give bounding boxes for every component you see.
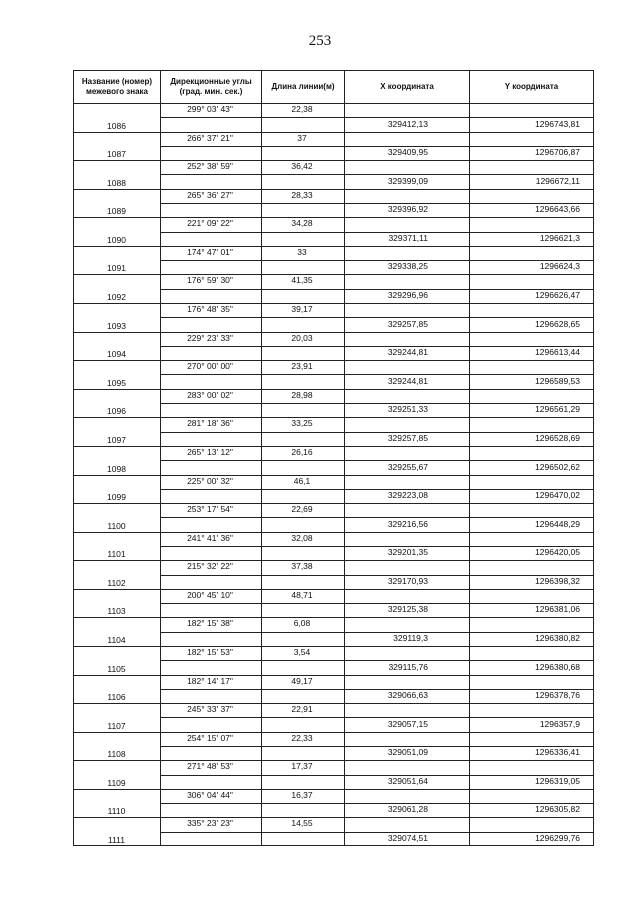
line-length: 28,33: [291, 190, 313, 200]
y-coordinate: 1296528,69: [535, 433, 580, 443]
direction-angle: 271° 48' 53": [187, 761, 233, 771]
header-length: Длина линии(м): [271, 81, 335, 91]
line-length: 49,17: [291, 676, 313, 686]
x-coordinate: 329051,09: [387, 747, 428, 757]
line-length: 39,17: [291, 304, 313, 314]
point-name: 1106: [107, 692, 126, 702]
line-length: 37: [297, 133, 307, 143]
x-coordinate: 329119,3: [393, 633, 428, 643]
line-length: 48,71: [291, 590, 313, 600]
x-coordinate: 329223,08: [387, 490, 428, 500]
x-coordinate: 329051,64: [387, 776, 428, 786]
row-border: [160, 660, 594, 661]
direction-angle: 245° 33' 37": [187, 704, 233, 714]
line-length: 46,1: [293, 476, 311, 486]
y-coordinate: 1296299,76: [535, 833, 580, 843]
y-coordinate: 1296561,29: [535, 404, 580, 414]
point-name: 1089: [107, 206, 126, 216]
row-border: [160, 460, 594, 461]
point-name: 1099: [107, 492, 126, 502]
line-length: 41,35: [291, 275, 313, 285]
x-coordinate: 329338,25: [387, 261, 428, 271]
x-coordinate: 329409,95: [387, 147, 428, 157]
line-length: 23,91: [291, 361, 313, 371]
point-name: 1102: [107, 578, 126, 588]
column-border: [469, 70, 470, 846]
direction-angle: 229° 23' 33": [187, 333, 233, 343]
point-name: 1093: [107, 321, 126, 331]
line-length: 37,38: [291, 561, 313, 571]
point-name: 1086: [107, 121, 126, 131]
direction-angle: 335° 23' 23": [187, 818, 233, 828]
direction-angle: 182° 15' 53": [187, 647, 233, 657]
line-length: 26,16: [291, 447, 313, 457]
y-coordinate: 1296624,3: [539, 261, 580, 271]
y-coordinate: 1296743,81: [535, 119, 580, 129]
header-angle: Дирекционные углы (град. мин. сек.): [170, 76, 252, 96]
point-name: 1097: [107, 435, 126, 445]
x-coordinate: 329257,85: [387, 433, 428, 443]
line-length: 20,03: [291, 333, 313, 343]
line-length: 14,55: [291, 818, 313, 828]
line-length: 3,54: [293, 647, 311, 657]
x-coordinate: 329396,92: [387, 204, 428, 214]
line-length: 34,28: [291, 218, 313, 228]
point-name: 1088: [107, 178, 126, 188]
point-name: 1091: [107, 263, 126, 273]
line-length: 33: [297, 247, 307, 257]
header-name: Название (номер) межевого знака: [81, 76, 153, 96]
direction-angle: 182° 15' 38": [187, 618, 233, 628]
direction-angle: 283° 00' 02": [187, 390, 233, 400]
x-coordinate: 329412,13: [387, 119, 428, 129]
line-length: 22,38: [291, 104, 313, 114]
x-coordinate: 329201,35: [387, 547, 428, 557]
point-name: 1096: [107, 406, 126, 416]
line-length: 33,25: [291, 418, 313, 428]
row-border: [160, 317, 594, 318]
point-name: 1098: [107, 464, 126, 474]
y-coordinate: 1296357,9: [539, 719, 580, 729]
direction-angle: 254° 15' 07": [187, 733, 233, 743]
x-coordinate: 329371,11: [388, 233, 428, 243]
point-name: 1101: [107, 549, 126, 559]
direction-angle: 200° 45' 10": [187, 590, 233, 600]
point-name: 1100: [107, 521, 126, 531]
x-coordinate: 329255,67: [387, 462, 428, 472]
coordinates-table: [73, 70, 594, 846]
direction-angle: 176° 59' 30": [187, 275, 233, 285]
y-coordinate: 1296448,29: [535, 519, 580, 529]
x-coordinate: 329061,28: [387, 804, 428, 814]
direction-angle: 265° 36' 27": [187, 190, 233, 200]
y-coordinate: 1296305,82: [535, 804, 580, 814]
y-coordinate: 1296381,06: [535, 604, 580, 614]
row-border: [73, 845, 594, 846]
point-name: 1108: [107, 749, 126, 759]
y-coordinate: 1296643,66: [535, 204, 580, 214]
direction-angle: 174° 47' 01": [187, 247, 233, 257]
point-name: 1103: [107, 606, 126, 616]
y-coordinate: 1296380,82: [535, 633, 580, 643]
y-coordinate: 1296336,41: [535, 747, 580, 757]
x-coordinate: 329057,15: [387, 719, 428, 729]
direction-angle: 176° 48' 35": [187, 304, 233, 314]
direction-angle: 253° 17' 54": [187, 504, 233, 514]
direction-angle: 221° 09' 22": [187, 218, 233, 228]
y-coordinate: 1296378,76: [535, 690, 580, 700]
point-name: 1095: [107, 378, 126, 388]
y-coordinate: 1296706,87: [535, 147, 580, 157]
y-coordinate: 1296628,65: [535, 319, 580, 329]
direction-angle: 265° 13' 12": [187, 447, 233, 457]
point-name: 1107: [107, 721, 126, 731]
header-y: Y координата: [504, 81, 559, 91]
x-coordinate: 329244,81: [387, 347, 428, 357]
row-border: [160, 517, 594, 518]
point-name: 1105: [107, 664, 126, 674]
direction-angle: 252° 38' 59": [187, 161, 233, 171]
line-length: 22,33: [291, 733, 313, 743]
point-name: 1094: [107, 349, 126, 359]
line-length: 22,91: [291, 704, 313, 714]
line-length: 16,37: [291, 790, 313, 800]
line-length: 17,37: [291, 761, 313, 771]
x-coordinate: 329074,51: [387, 833, 428, 843]
point-name: 1092: [107, 292, 126, 302]
point-name: 1110: [107, 806, 126, 816]
line-length: 22,69: [291, 504, 313, 514]
y-coordinate: 1296420,05: [535, 547, 580, 557]
y-coordinate: 1296502,62: [535, 462, 580, 472]
direction-angle: 241° 41' 36": [187, 533, 233, 543]
point-name: 1104: [107, 635, 126, 645]
y-coordinate: 1296621,3: [539, 233, 580, 243]
line-length: 36,42: [291, 161, 313, 171]
y-coordinate: 1296380,68: [535, 662, 580, 672]
page-number: 253: [308, 33, 332, 49]
x-coordinate: 329066,63: [387, 690, 428, 700]
column-border: [344, 70, 345, 846]
x-coordinate: 329399,09: [387, 176, 428, 186]
y-coordinate: 1296672,11: [535, 176, 580, 186]
y-coordinate: 1296319,05: [535, 776, 580, 786]
y-coordinate: 1296470,02: [535, 490, 580, 500]
direction-angle: 306° 04' 44": [187, 790, 233, 800]
column-border: [593, 70, 594, 846]
y-coordinate: 1296589,53: [535, 376, 580, 386]
x-coordinate: 329244,81: [387, 376, 428, 386]
direction-angle: 266° 37' 21": [187, 133, 233, 143]
x-coordinate: 329257,85: [387, 319, 428, 329]
row-border: [160, 374, 594, 375]
point-name: 1090: [107, 235, 126, 245]
direction-angle: 299° 03' 43": [187, 104, 233, 114]
point-name: 1087: [107, 149, 126, 159]
x-coordinate: 329115,76: [388, 662, 428, 672]
row-border: [160, 717, 594, 718]
direction-angle: 182° 14' 17": [187, 676, 233, 686]
point-name: 1111: [107, 835, 126, 845]
y-coordinate: 1296626,47: [535, 290, 580, 300]
line-length: 6,08: [293, 618, 311, 628]
x-coordinate: 329170,93: [387, 576, 428, 586]
x-coordinate: 329216,56: [387, 519, 428, 529]
row-border: [73, 70, 594, 71]
y-coordinate: 1296398,32: [535, 576, 580, 586]
y-coordinate: 1296613,44: [535, 347, 580, 357]
direction-angle: 270° 00' 00": [187, 361, 233, 371]
x-coordinate: 329251,33: [387, 404, 428, 414]
line-length: 32,08: [291, 533, 313, 543]
column-border: [160, 70, 161, 846]
x-coordinate: 329296,96: [387, 290, 428, 300]
direction-angle: 215° 32' 22": [187, 561, 233, 571]
direction-angle: 225° 00' 32": [187, 476, 233, 486]
row-border: [160, 117, 594, 118]
direction-angle: 281° 18' 36": [187, 418, 233, 428]
x-coordinate: 329125,38: [387, 604, 428, 614]
header-x: X координата: [380, 81, 434, 91]
row-border: [160, 174, 594, 175]
column-border: [261, 70, 262, 846]
point-name: 1109: [107, 778, 126, 788]
line-length: 28,98: [291, 390, 313, 400]
